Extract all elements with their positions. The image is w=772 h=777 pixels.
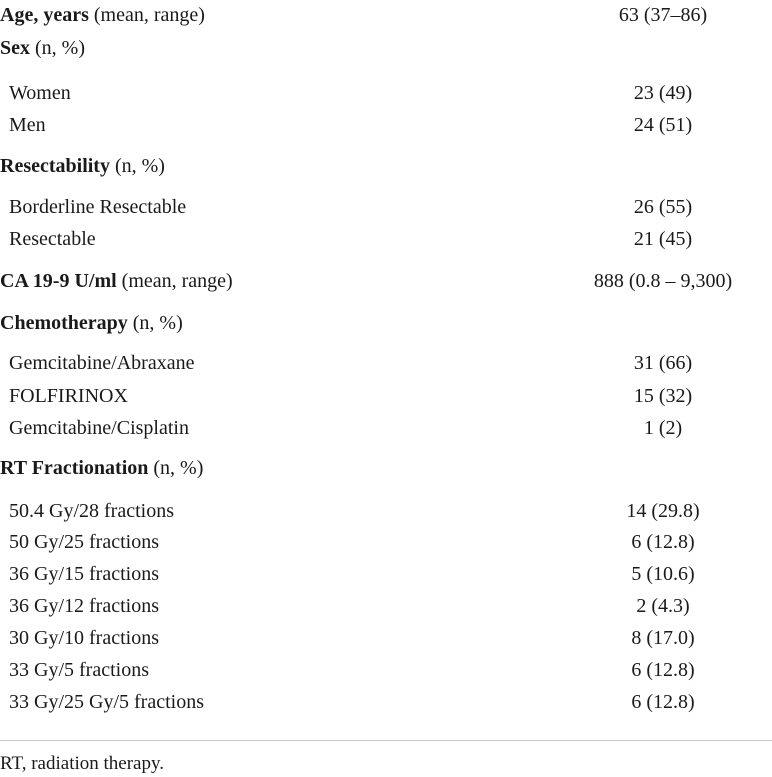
table-row — [0, 78, 772, 108]
table-row — [0, 224, 772, 254]
row-value: 23 (49) — [633, 82, 693, 104]
row-label: RT Fractionation (n, %) — [0, 457, 204, 479]
row-value: 31 (66) — [633, 352, 693, 374]
row-value: 6 (12.8) — [631, 659, 695, 681]
table-row — [0, 623, 772, 653]
row-label: Women — [9, 82, 71, 104]
row-label: Resectability (n, %) — [0, 155, 165, 177]
row-value: 5 (10.6) — [631, 563, 695, 585]
row-label: CA 19-9 U/ml (mean, range) — [0, 270, 233, 292]
row-label: FOLFIRINOX — [9, 385, 128, 407]
row-label: Gemcitabine/Cisplatin — [9, 417, 189, 439]
footnote-divider — [0, 740, 772, 741]
table-row — [0, 308, 772, 338]
table-row — [0, 413, 772, 443]
row-value: 6 (12.8) — [631, 531, 695, 553]
row-label: Gemcitabine/Abraxane — [9, 352, 195, 374]
row-value: 6 (12.8) — [631, 691, 695, 713]
table-row — [0, 192, 772, 222]
table-row — [0, 110, 772, 140]
row-label: Sex (n, %) — [0, 37, 85, 59]
table-row — [0, 151, 772, 181]
row-label: 30 Gy/10 fractions — [9, 627, 159, 649]
row-value: 8 (17.0) — [631, 627, 695, 649]
row-label: 33 Gy/5 fractions — [9, 659, 149, 681]
table-row — [0, 687, 772, 717]
row-value: 24 (51) — [633, 114, 693, 136]
row-value: 15 (32) — [633, 385, 693, 407]
row-label: Resectable — [9, 228, 96, 250]
table-row — [0, 496, 772, 526]
table-row — [0, 348, 772, 378]
row-label: 33 Gy/25 Gy/5 fractions — [9, 691, 204, 713]
table-row — [0, 381, 772, 411]
row-label: Men — [9, 114, 46, 136]
table-footnote: RT, radiation therapy. — [0, 753, 164, 774]
table-row — [0, 591, 772, 621]
row-label: 36 Gy/15 fractions — [9, 563, 159, 585]
row-value: 63 (37–86) — [618, 4, 708, 26]
row-value: 2 (4.3) — [636, 595, 690, 617]
row-value: 26 (55) — [633, 196, 693, 218]
row-label: 50.4 Gy/28 fractions — [9, 500, 174, 522]
table-row — [0, 527, 772, 557]
row-label: Chemotherapy (n, %) — [0, 312, 183, 334]
row-label: Age, years (mean, range) — [0, 4, 205, 26]
row-label: Borderline Resectable — [9, 196, 187, 218]
row-label: 50 Gy/25 fractions — [9, 531, 159, 553]
row-label: 36 Gy/12 fractions — [9, 595, 159, 617]
table-row — [0, 0, 772, 30]
row-value: 888 (0.8 – 9,300) — [593, 270, 733, 292]
row-value: 14 (29.8) — [626, 500, 700, 522]
table-row — [0, 453, 772, 483]
table-row — [0, 655, 772, 685]
table-row — [0, 33, 772, 63]
table-row — [0, 559, 772, 589]
row-value: 1 (2) — [643, 417, 683, 439]
table-row — [0, 266, 772, 296]
row-value: 21 (45) — [633, 228, 693, 250]
